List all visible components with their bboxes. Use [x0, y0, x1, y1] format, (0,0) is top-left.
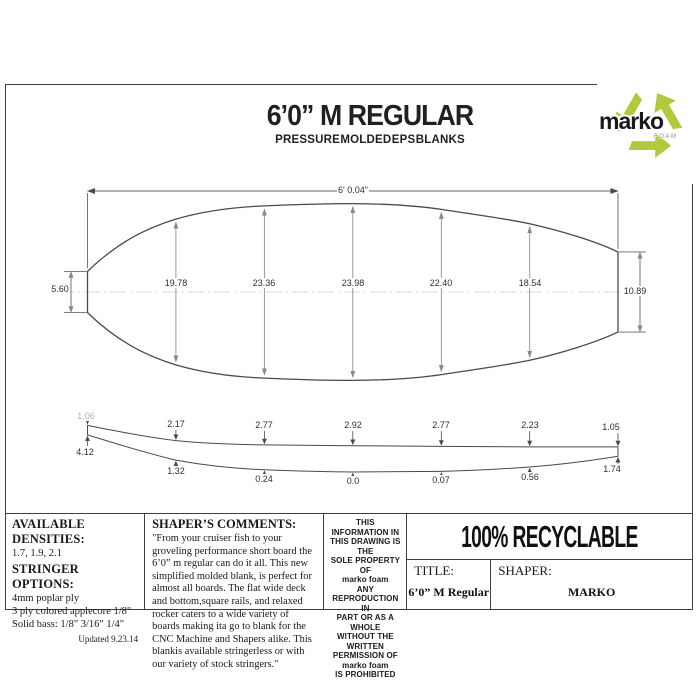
- dim-rocker-5: 0.56: [521, 472, 539, 482]
- legal-line: marko foam: [342, 575, 389, 584]
- title-value: 6’0” M Regular: [408, 585, 490, 599]
- specs-section: [6, 514, 145, 644]
- dim-deck-4: 2.77: [432, 420, 450, 430]
- logo-foam-label: FOAM: [654, 134, 678, 140]
- stringer-option-3: Solid bass: 1/8" 3/16" 1/4": [12, 619, 125, 630]
- legal-line: THIS INFORMATION IN: [331, 518, 400, 537]
- recyclable-text: 100% RECYCLABLE: [461, 518, 638, 554]
- info-strip: [5, 513, 693, 679]
- shaper-comments-section: [145, 514, 324, 670]
- dim-tail-width: 5.60: [51, 284, 69, 294]
- dim-deck-nose: 1.05: [602, 422, 620, 432]
- stringer-option-1: 4mm poplar ply: [12, 593, 80, 604]
- dim-rocker-1: 1.32: [167, 466, 185, 476]
- dim-rocker-tail: 4.12: [76, 447, 94, 457]
- densities-heading: AVAILABLE DENSITIES:: [12, 517, 85, 546]
- legal-line: THIS DRAWING IS THE: [330, 537, 401, 556]
- title-block: [407, 514, 692, 609]
- legal-line: marko foam: [342, 660, 389, 670]
- dim-deck-1: 2.17: [167, 419, 185, 429]
- legal-line: PART OR AS A WHOLE: [336, 613, 395, 632]
- comments-body: "From your cruiser fish to your groveling performance short board the 6’0” m regular can do it all. This new simplified molded blank, is perfect for almost all boards. The flat wide deck and bottom,square rails, and relaxed rocker caters to a wide variety of boards making ita go to blank for the CNC Machine and Shapers alike. This blankis available stringerless or with our variety of stock stringers.": [152, 533, 312, 670]
- shaper-cell: [491, 560, 692, 609]
- dim-width-24in: 23.36: [252, 278, 276, 288]
- logo: [597, 64, 700, 184]
- dim-width-12in: 19.78: [164, 278, 188, 288]
- recyclable-banner: [407, 514, 692, 560]
- title-cell: [407, 560, 491, 609]
- dim-rocker-2: 0.24: [255, 474, 273, 484]
- dim-deck-5: 2.23: [521, 420, 539, 430]
- dim-overall-length: 6' 0.04": [338, 185, 368, 195]
- dim-nose-width: 10.89: [623, 286, 647, 296]
- densities-values: 1.7, 1.9, 2.1: [12, 548, 62, 559]
- dim-width-center: 23.98: [341, 278, 365, 288]
- header: [150, 100, 590, 146]
- logo-wordmark: marko: [599, 108, 664, 134]
- dim-rocker-4: 0.07: [432, 475, 450, 485]
- page-subtitle: PRESSURE MOLDED EPS BLANKS: [275, 134, 465, 146]
- legal-notice-section: [324, 514, 407, 679]
- shaper-label: SHAPER:: [498, 563, 552, 578]
- stringer-heading: STRINGER OPTIONS:: [12, 562, 79, 591]
- comments-heading: SHAPER’S COMMENTS:: [152, 517, 297, 531]
- page-title: 6’0” M REGULAR: [266, 100, 474, 132]
- legal-line: WITHOUT THE WRITTEN: [337, 632, 394, 651]
- dim-width-48in: 22.40: [429, 278, 453, 288]
- title-shaper-row: [407, 560, 692, 609]
- legal-line: PERMISSION OF: [332, 651, 398, 660]
- legal-line: IS PROHIBITED: [335, 670, 396, 679]
- legal-line: ANY REPRODUCTION IN: [332, 584, 399, 613]
- stringer-option-2: 3 ply colored applecore 1/8": [12, 606, 132, 617]
- updated-date: Updated 9.23.14: [78, 634, 139, 644]
- title-label: TITLE:: [414, 563, 454, 578]
- dim-deck-tail: 1.06: [77, 411, 95, 421]
- dim-deck-2: 2.77: [255, 420, 273, 430]
- dim-width-60in: 18.54: [518, 278, 542, 288]
- shaper-value: MARKO: [567, 585, 616, 599]
- dim-rocker-center: 0.0: [346, 476, 360, 486]
- legal-line: SOLE PROPERTY OF: [330, 556, 400, 575]
- dim-rocker-nose: 1.74: [603, 464, 621, 474]
- dim-deck-center: 2.92: [344, 420, 362, 430]
